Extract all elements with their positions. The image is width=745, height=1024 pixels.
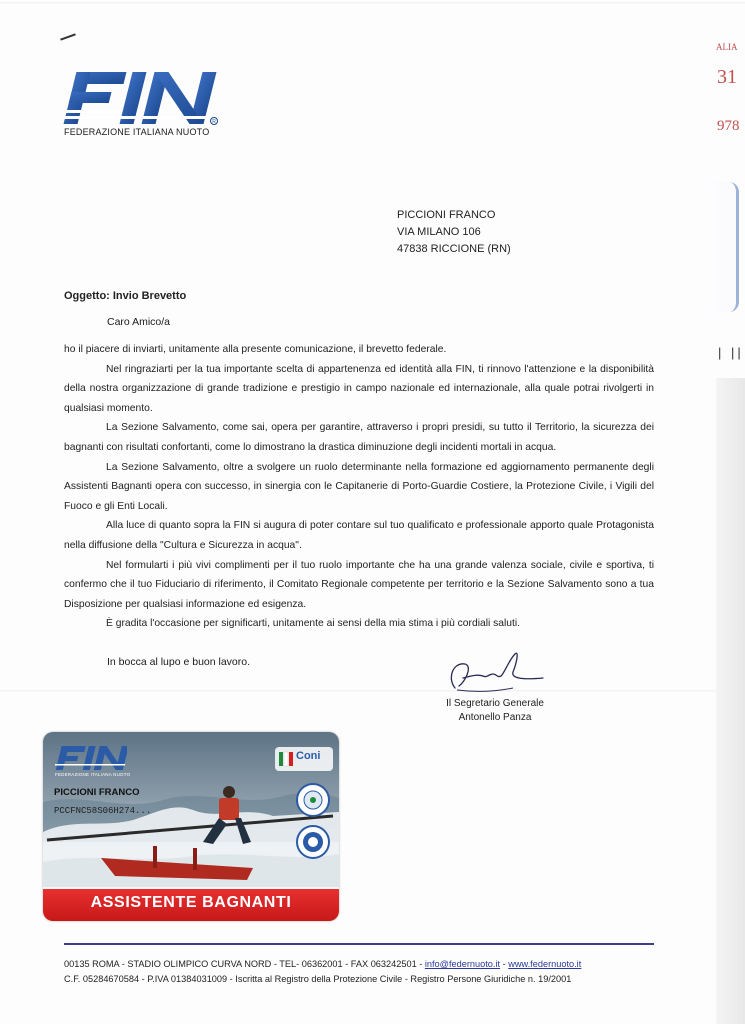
federation-name: FEDERAZIONE ITALIANA NUOTO	[64, 127, 210, 137]
signatory-block	[420, 697, 570, 725]
fin-logo	[63, 70, 218, 126]
envelope-number: 978	[717, 118, 740, 134]
footer-address: 00135 ROMA - STADIO OLIMPICO CURVA NORD - TEL- 06362001 - FAX 063242501 -	[64, 959, 425, 969]
letter-closing: In bocca al lupo e buon lavoro.	[107, 656, 251, 668]
card-banner-label: ASSISTENTE BAGNANTI	[90, 894, 292, 911]
footer-website-link[interactable]: www.federnuoto.it	[508, 959, 582, 969]
footer-line-1	[64, 957, 659, 972]
card-fin-logo	[55, 745, 127, 771]
letter-paragraph: Alla luce di quanto sopra la FIN si augura di poter contare sul tuo qualificato e professionale apporto quale Protagonista nella diffusione della "Cultura e Sicurezza in acqua".	[64, 520, 654, 551]
footer-email-link[interactable]: info@federnuoto.it	[424, 959, 501, 969]
recipient-address	[397, 207, 511, 258]
envelope-barcode: | ||	[718, 345, 744, 360]
envelope-stamp-text: ALIA	[716, 42, 738, 52]
paper-fold	[0, 690, 745, 692]
signatory-name: Antonello Panza	[458, 712, 532, 723]
letter-paragraph: Nel formularti i più vivi complimenti per il tuo ruolo importante che ha una grande valenza sociale, civile e sportiva, ti confermo che il tuo Fiduciario di riferimento, il Comitato Regionale competente per territorio e la Sezione Salvamento sono a tua Disposizione per qualsiasi informazione ed esigenza.	[64, 559, 654, 610]
letter-subject: Oggetto: Invio Brevetto	[64, 290, 187, 302]
seal-icon	[295, 824, 331, 860]
handwritten-signature	[443, 648, 553, 696]
envelope-number: 31	[717, 66, 737, 88]
envelope-window	[716, 182, 739, 312]
membership-card	[43, 732, 339, 921]
letter-paragraph: Nel ringraziarti per la tua importante scelta di appartenenza ed identità alla FIN, ti rinnovo l'attenzione e la disponibilità della nostra organizzazione di grande tradizione e prestigio in campo nazionale ed internazionale, alla quale potrai rivolgerti in qualsiasi momento.	[64, 363, 654, 414]
paper-fold	[0, 2, 745, 4]
footer-line-2: C.F. 05284670584 - P.IVA 01384031009 - Iscritta al Registro della Protezione Civile - Registro Persone Giuridiche n. 19/2001	[64, 974, 572, 984]
letter-paragraph: La Sezione Salvamento, come sai, opera per garantire, attraverso i propri presidi, su tutto il Territorio, la sicurezza dei bagnanti con risultati confortanti, come lo dimostrano la drastica diminuzione degli incidenti mortali in acqua.	[64, 422, 654, 453]
card-fiscal-code: PCCFNC58S06H274...	[54, 806, 152, 816]
card-holder-name: PICCIONI FRANCO	[54, 787, 140, 798]
card-banner	[43, 887, 339, 921]
seal-icon	[295, 782, 331, 818]
recipient-name: PICCIONI FRANCO	[397, 209, 496, 221]
footer-separator: -	[500, 959, 509, 969]
footer	[64, 957, 659, 987]
letter-paragraph: La Sezione Salvamento, oltre a svolgere un ruolo determinante nella formazione ed aggiornamento permanente degli Assistenti Bagnanti opera con successo, in sinergia con le Capitanerie di Porto-Guardie Costiere, la Protezione Civile, i Vigili del Fuoco e gli Enti Locali.	[64, 461, 654, 512]
recipient-city: 47838 RICCIONE (RN)	[397, 243, 511, 255]
letter-paragraph: È gradita l'occasione per significarti, unitamente ai sensi della mia stima i più cordiali saluti.	[106, 618, 521, 630]
signatory-role: Il Segretario Generale	[446, 698, 544, 709]
recipient-street: VIA MILANO 106	[397, 226, 481, 238]
letter-paragraph: ho il piacere di inviarti, unitamente alla presente comunicazione, il brevetto federale.	[64, 344, 447, 355]
letter-body	[64, 340, 654, 634]
letter-greeting: Caro Amico/a	[107, 316, 171, 328]
footer-divider	[64, 943, 654, 945]
envelope-edge	[716, 378, 745, 1024]
svg-text:R: R	[212, 119, 216, 125]
card-federation-name: FEDERAZIONE ITALIANA NUOTO	[55, 772, 131, 777]
coni-label: Coni	[296, 750, 321, 762]
pen-mark	[60, 33, 76, 40]
